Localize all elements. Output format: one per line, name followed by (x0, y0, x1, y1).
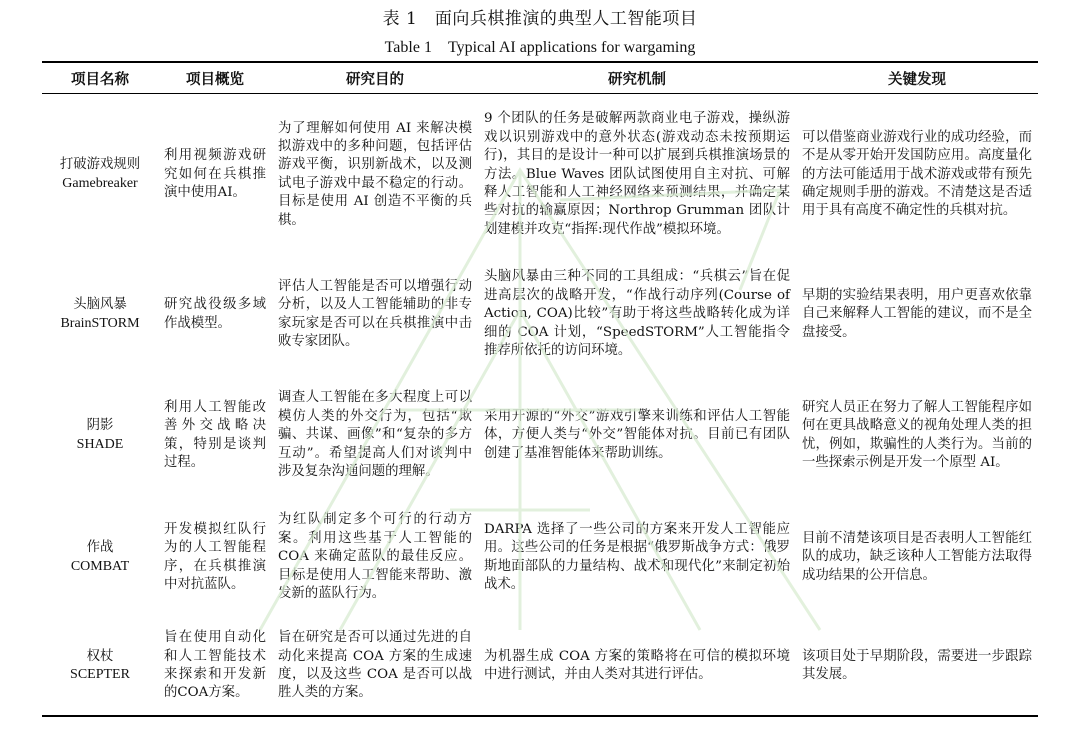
overview-cell: 利用视频游戏研究如何在兵棋推演中使用AI。 (164, 148, 266, 200)
project-name-cell (42, 498, 158, 618)
ai-projects-table (42, 61, 1038, 717)
header-research-mechanism: 研究机制 (478, 62, 796, 94)
findings-cell: 该项目处于早期阶段，需要进一步跟踪其发展。 (796, 618, 1038, 716)
overview-cell: 利用人工智能改善外交战略决策，特别是谈判过程。 (164, 399, 266, 470)
table-caption-zh: 表 1 面向兵棋推演的典型人工智能项目 (382, 9, 698, 29)
header-key-findings: 关键发现 (796, 62, 1038, 94)
purpose-cell: 调查人工智能在多大程度上可以模仿人类的外交行为，包括“欺骗、共谋、画像”和“复杂的多方互动”。希望提高人们对谈判中涉及复杂沟通问题的理解。 (278, 390, 472, 480)
purpose-cell: 评估人工智能是否可以增强行动分析，以及人工智能辅助的非专家玩家是否可以在兵棋推演中击败专家团队。 (278, 278, 472, 349)
purpose-cell: 为了理解如何使用 AI 来解决模拟游戏中的多种问题，包括评估游戏平衡，识别新战术，以及测试电子游戏中最不稳定的行动。目标是使用 AI 创造不平衡的兵棋。 (278, 120, 472, 228)
mechanism-cell: 头脑风暴由三种不同的工具组成：“兵棋云”旨在促进高层次的战略开发，“作战行动序列(Course of Action, COA)比较”有助于将这些战略转化成为详细的 COA 计划，“SpeedSTORM”人工智能指令推荐所依托的访问环境。 (484, 269, 790, 359)
findings-cell: 研究人员正在努力了解人工智能程序如何在更具战略意义的视角处理人类的担忧，例如，欺骗性的人类行为。当前的一些探索示例是开发一个原型 AI。 (802, 399, 1032, 470)
project-name-zh: 阴影 (86, 418, 114, 434)
mechanism-cell: 采用开源的“外交”游戏引擎来训练和评估人工智能体，方便人类与“外交”智能体对抗。目前已有团队创建了基准智能体来帮助训练。 (484, 408, 790, 461)
mechanism-cell: 为机器生成 COA 方案的策略将在可信的模拟环境中进行测试，并由人类对其进行评估。 (478, 618, 796, 716)
findings-cell: 目前不清楚该项目是否表明人工智能红队的成功，缺乏该种人工智能方法取得成功结果的公开信息。 (802, 530, 1032, 583)
table-row (42, 374, 1038, 498)
table-row (42, 256, 1038, 374)
project-name-en: SHADE (76, 436, 124, 452)
header-research-purpose: 研究目的 (272, 62, 478, 94)
project-name-zh: 头脑风暴 (73, 297, 127, 313)
project-name-en: BrainSTORM (60, 315, 140, 331)
findings-cell: 早期的实验结果表明，用户更喜欢依靠自己来解释人工智能的建议，而不是全盘接受。 (802, 287, 1032, 340)
project-name-en: Gamebreaker (62, 175, 138, 191)
table-header-row (42, 62, 1038, 94)
header-project-name: 项目名称 (42, 62, 158, 94)
project-name-en: COMBAT (70, 558, 130, 574)
header-project-overview: 项目概览 (158, 62, 272, 94)
mechanism-cell: 9 个团队的任务是破解两款商业电子游戏，操纵游戏以识别游戏中的意外状态(游戏动态未按预期运行)，其目的是设计一种可以扩展到兵棋推演场景的方法。Blue Waves 团队试图使用自主对抗、可解释人工智能和人工神经网络来预测结果，并确定某些对抗的输赢原因；Northrop Grumman 团队计划建模并攻克“指挥:现代作战”模拟环境。 (484, 111, 790, 237)
project-name-cell (42, 94, 158, 256)
project-name-zh: 权杖 (86, 648, 114, 664)
table-caption-en: Table 1 Typical AI applications for wargaming (384, 39, 696, 56)
overview-cell: 旨在使用自动化和人工智能技术来探索和开发新的COA方案。 (158, 618, 272, 716)
table-row (42, 94, 1038, 256)
project-name-zh: 作战 (86, 540, 114, 556)
mechanism-cell: DARPA 选择了一些公司的方案来开发人工智能应用。这些公司的任务是根据“俄罗斯战争方式：俄罗斯地面部队的力量结构、战术和现代化”来制定初始战术。 (484, 521, 790, 592)
overview-cell: 开发模拟红队行为的人工智能程序，在兵棋推演中对抗蓝队。 (164, 521, 266, 592)
findings-cell: 可以借鉴商业游戏行业的成功经验，而不是从零开始开发国防应用。高度量化的方法可能适用于战术游戏或带有预先确定规则手册的游戏。不清楚这是否适用于具有高度不确定性的兵棋对抗。 (802, 129, 1032, 219)
overview-cell: 研究战役级多域作战模型。 (164, 297, 266, 331)
project-name-zh: 打破游戏规则 (59, 157, 141, 173)
project-name-cell (42, 256, 158, 374)
purpose-cell: 为红队制定多个可行的行动方案。利用这些基于人工智能的 COA 来确定蓝队的最佳反应。目标是使用人工智能来帮助、激发新的蓝队行为。 (278, 512, 472, 602)
project-name-cell (42, 374, 158, 498)
table-row (42, 618, 1038, 716)
project-name-cell (42, 618, 158, 716)
project-name-en: SCEPTER (70, 667, 130, 682)
table-row (42, 498, 1038, 618)
purpose-cell: 旨在研究是否可以通过先进的自动化来提高 COA 方案的生成速度，以及这些 COA 是否可以战胜人类的方案。 (272, 618, 478, 716)
